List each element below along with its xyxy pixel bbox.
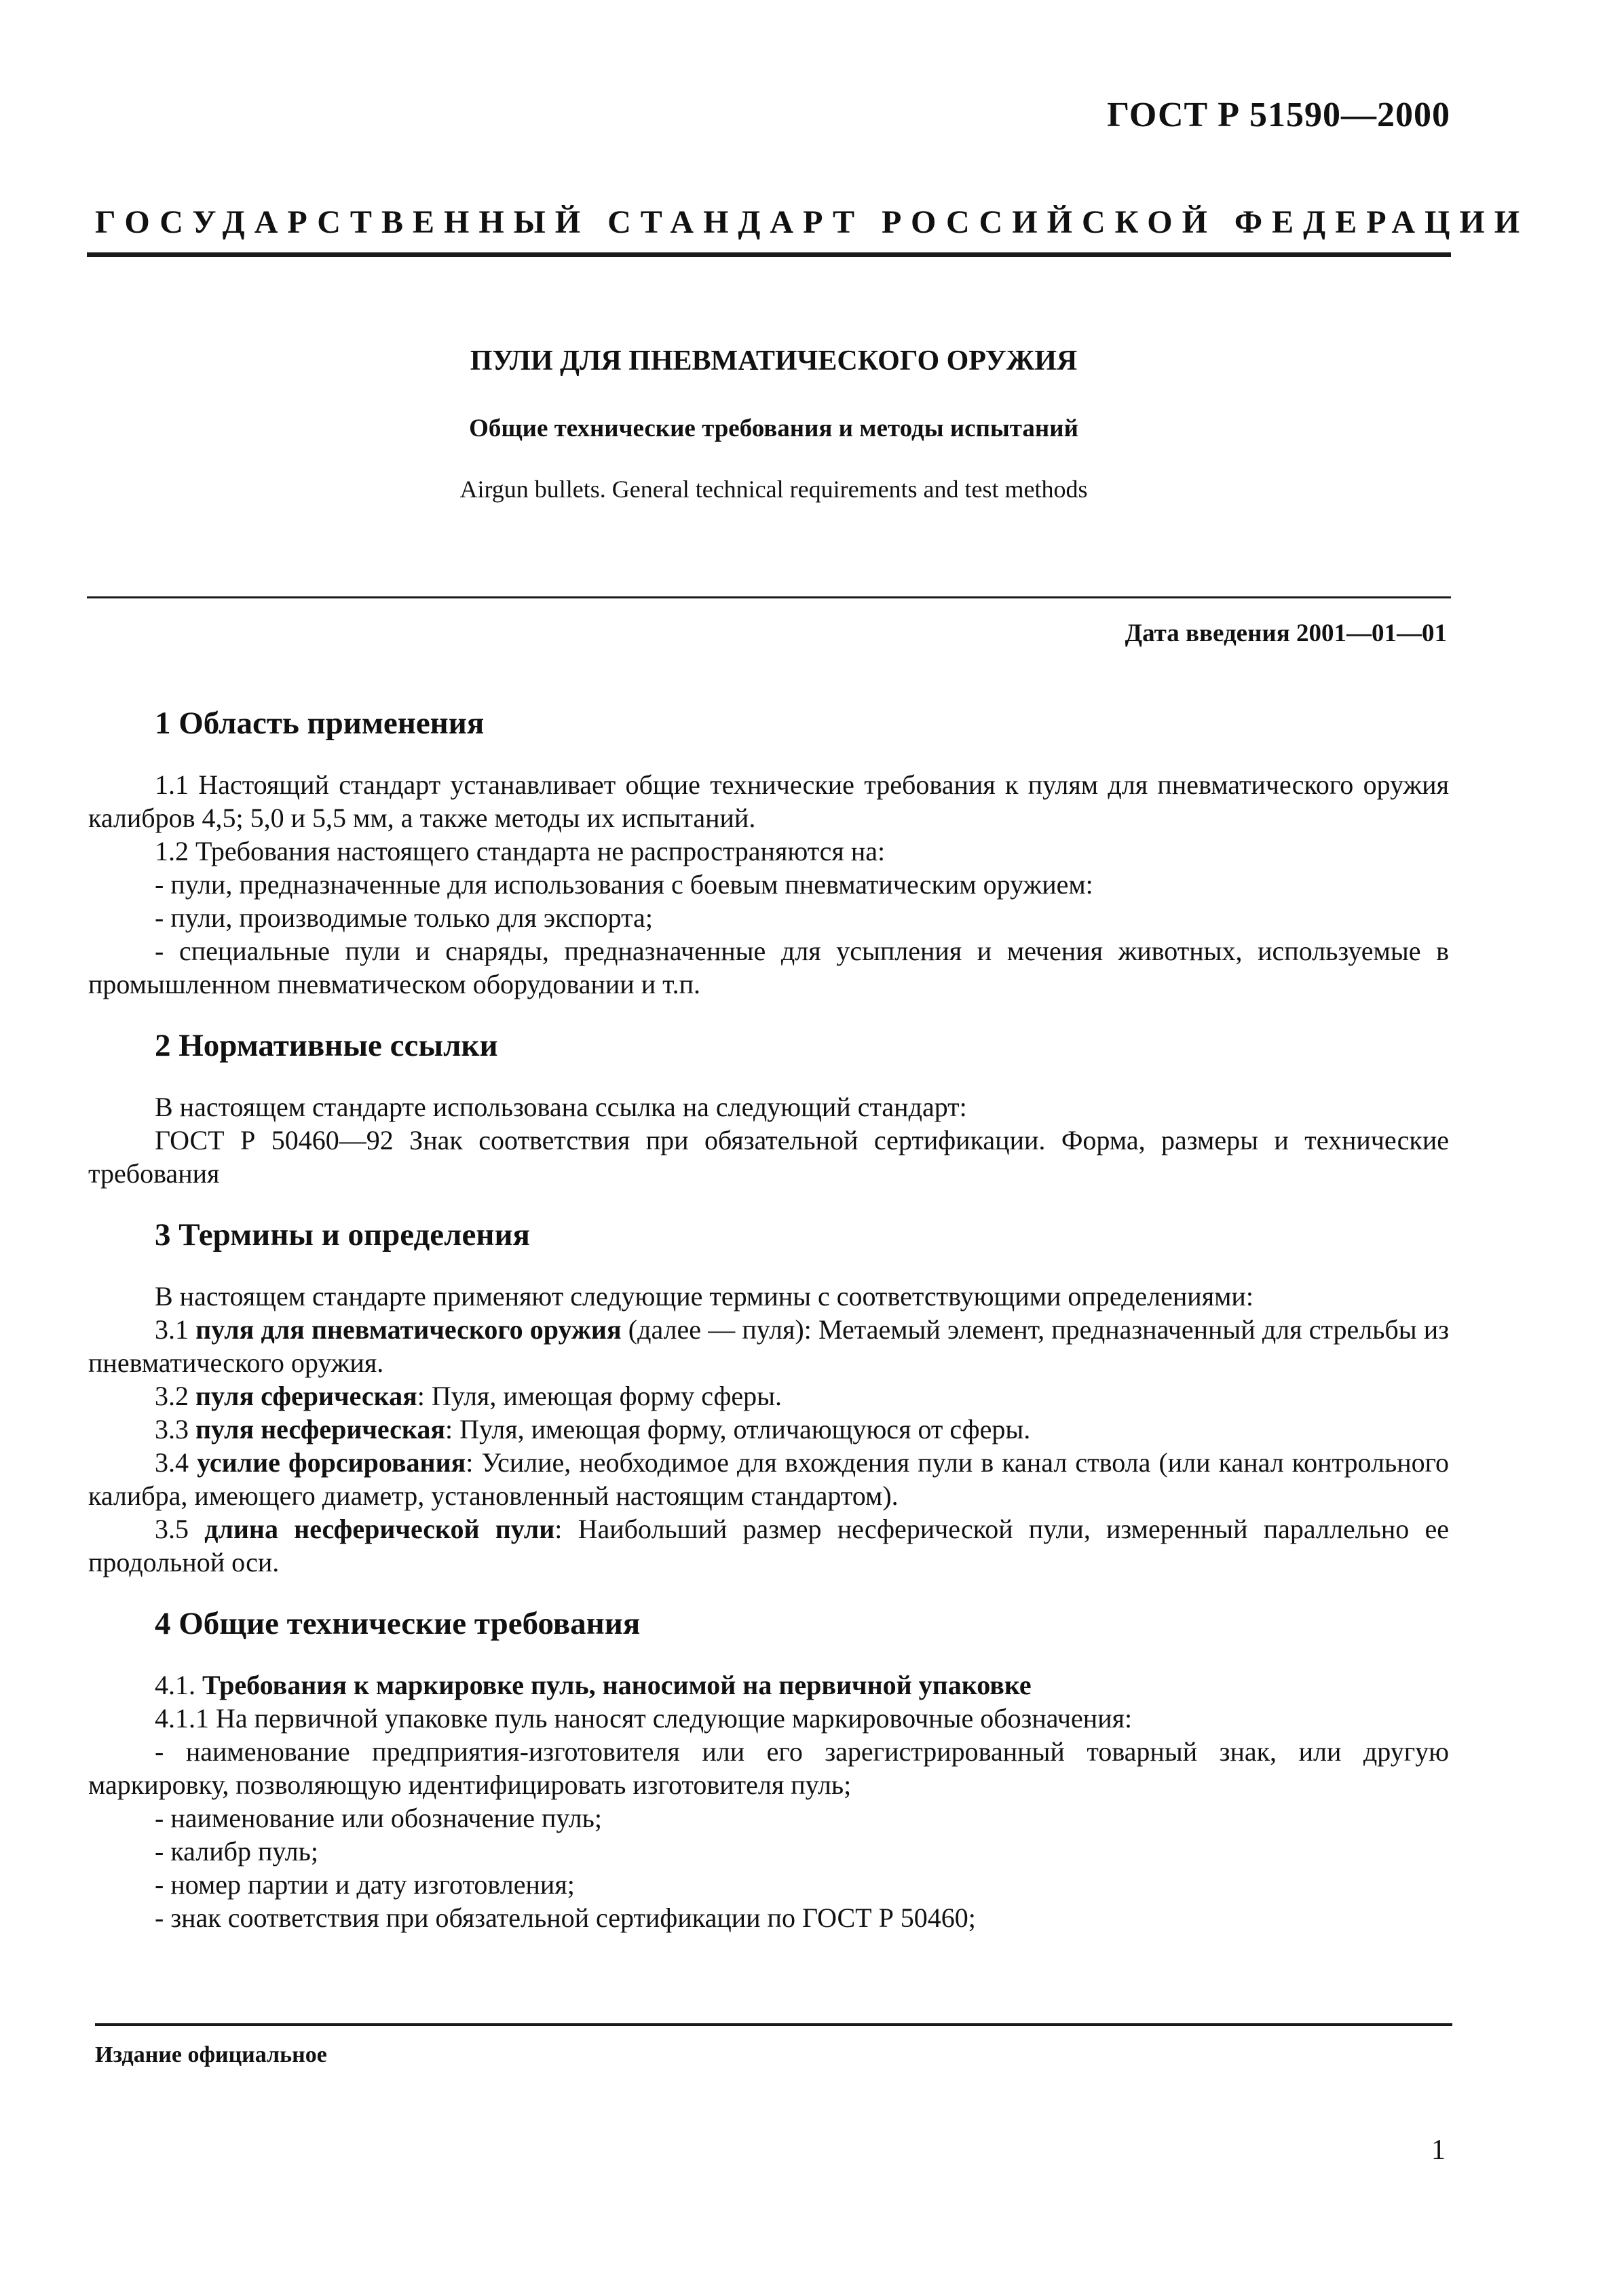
definition: : Пуля, имеющая форму сферы. [417, 1381, 782, 1411]
definition: : Усилие, необходимое для вхождения пули в канал ствола (или канал контрольного калибра, имеющего диаметр, установленный настоящим стандартом). [88, 1447, 1450, 1511]
term-definition [88, 1512, 1449, 1579]
header-rule [87, 252, 1451, 257]
paragraph: 1.1 Настоящий стандарт устанавливает общие технические требования к пулям для пневматического оружия калибров 4,5; 5,0 и 5,5 мм, а также методы их испытаний. [88, 769, 1449, 833]
definition: : Наибольший размер несферической пули, измеренный параллельно ее продольной оси. [88, 1514, 1450, 1577]
section-heading-scope: 1 Область применения [155, 706, 485, 741]
document-body [88, 704, 1449, 1934]
list-item: - наименование или обозначение пуль; [155, 1803, 602, 1833]
section-heading-references: 2 Нормативные ссылки [155, 1028, 498, 1063]
introduction-date: Дата введения 2001—01—01 [1125, 619, 1447, 647]
term: усилие форсирования [197, 1447, 466, 1478]
document-title-english: Airgun bullets. General technical requirements and test methods [459, 476, 1088, 503]
term-definition [88, 1413, 1449, 1446]
term-number: 3.4 [155, 1447, 197, 1478]
list-item: - пули, предназначенные для использования с боевым пневматическим оружием: [155, 869, 1093, 900]
list-item: - специальные пули и снаряды, предназначенные для усыпления и мечения животных, используемые в промышленном пневматическом оборудовании и т.п. [88, 936, 1449, 999]
subsection-number: 4.1. [155, 1670, 202, 1700]
paragraph: В настоящем стандарте применяют следующие термины с соответствующими определениями: [155, 1281, 1253, 1312]
document-subtitle: Общие технические требования и методы испытаний [469, 415, 1078, 442]
section-heading-requirements: 4 Общие технические требования [155, 1606, 641, 1641]
term-definition [88, 1313, 1449, 1379]
page-number: 1 [1431, 2135, 1446, 2166]
title-rule [87, 596, 1451, 598]
document-title: ПУЛИ ДЛЯ ПНЕВМАТИЧЕСКОГО ОРУЖИЯ [470, 345, 1078, 377]
term-number: 3.3 [155, 1414, 195, 1444]
definition: (далее — пуля): Метаемый элемент, предназначенный для стрельбы из пневматического оружия. [88, 1314, 1450, 1378]
term-number: 3.2 [155, 1381, 195, 1411]
definition: : Пуля, имеющая форму, отличающуюся от сферы. [445, 1414, 1031, 1444]
paragraph: ГОСТ Р 50460—92 Знак соответствия при обязательной сертификации. Форма, размеры и технические требования [88, 1125, 1449, 1189]
term: пуля сферическая [195, 1381, 417, 1411]
term: длина несферической пули [204, 1514, 555, 1544]
state-standard-title: ГОСУДАРСТВЕННЫЙ СТАНДАРТ РОССИЙСКОЙ ФЕДЕРАЦИИ [95, 204, 1530, 240]
subsection-title: Требования к маркировке пуль, наносимой на первичной упаковке [202, 1670, 1032, 1700]
term-number: 3.5 [155, 1514, 205, 1544]
footer-rule [95, 2023, 1452, 2026]
term-number: 3.1 [155, 1314, 196, 1345]
list-item: - наименование предприятия-изготовителя или его зарегистрированный товарный знак, или другую маркировку, позволяющую идентифицировать изготовителя пуль; [88, 1736, 1449, 1800]
term-definition [88, 1446, 1449, 1512]
list-item: - пули, производимые только для экспорта; [155, 902, 653, 933]
edition-label: Издание официальное [95, 2042, 327, 2067]
paragraph: В настоящем стандарте использована ссылка на следующий стандарт: [155, 1092, 967, 1122]
document-code: ГОСТ Р 51590—2000 [1107, 96, 1450, 134]
paragraph: 4.1.1 На первичной упаковке пуль наносят следующие маркировочные обозначения: [155, 1703, 1133, 1734]
list-item: - калибр пуль; [155, 1836, 318, 1867]
section-heading-terms: 3 Термины и определения [155, 1217, 530, 1252]
subsection-heading [88, 1668, 1449, 1702]
term: пуля для пневматического оружия [195, 1314, 622, 1345]
list-item: - номер партии и дату изготовления; [155, 1869, 575, 1900]
term: пуля несферическая [195, 1414, 446, 1444]
term-definition [88, 1379, 1449, 1413]
paragraph: 1.2 Требования настоящего стандарта не распространяются на: [155, 836, 886, 866]
list-item: - знак соответствия при обязательной сертификации по ГОСТ Р 50460; [155, 1902, 976, 1933]
